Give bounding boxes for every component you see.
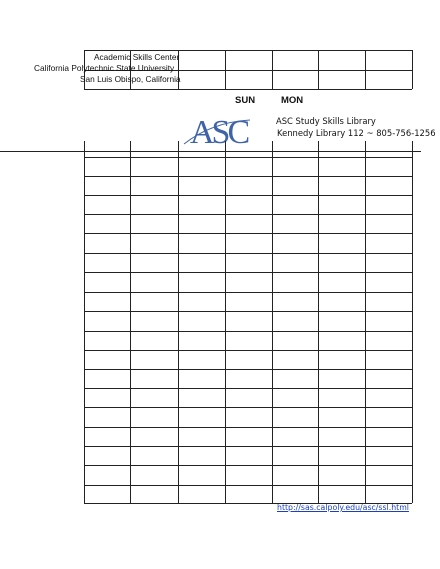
grid-row-line bbox=[84, 465, 412, 466]
grid-row-line bbox=[84, 311, 412, 312]
grid-row-line bbox=[84, 331, 412, 332]
grid-row-line bbox=[84, 292, 412, 293]
day-label-mon: MON bbox=[281, 95, 304, 106]
grid-row-line bbox=[84, 195, 412, 196]
grid-row-line bbox=[84, 157, 412, 158]
header-col-line bbox=[365, 50, 366, 89]
asc-logo: ASC bbox=[190, 114, 248, 151]
grid-row-line bbox=[84, 388, 412, 389]
grid-col-line bbox=[225, 141, 226, 503]
city-name: San Luis Obispo, California bbox=[80, 74, 181, 84]
grid-col-line bbox=[130, 141, 131, 503]
grid-row-line bbox=[84, 233, 412, 234]
center-name: Academic Skills Center bbox=[94, 52, 180, 62]
library-location: Kennedy Library 112 ~ 805-756-1256 bbox=[277, 128, 436, 138]
grid-row-line bbox=[84, 369, 412, 370]
grid-col-line bbox=[178, 141, 179, 503]
grid-row-line bbox=[84, 427, 412, 428]
grid-col-line bbox=[365, 141, 366, 503]
grid-row-line bbox=[84, 214, 412, 215]
grid-col-line bbox=[412, 141, 413, 503]
university-name: California Polytechnic State University bbox=[34, 63, 175, 73]
day-label-sun: SUN bbox=[235, 95, 256, 106]
grid-row-line bbox=[84, 253, 412, 254]
grid-row-line bbox=[84, 407, 412, 408]
header-col-line bbox=[272, 50, 273, 89]
logo-swoosh bbox=[182, 114, 252, 151]
header-col-line bbox=[412, 50, 413, 89]
header-col-line bbox=[225, 50, 226, 89]
grid-col-line bbox=[272, 141, 273, 503]
grid-col-line bbox=[318, 141, 319, 503]
library-name: ASC Study Skills Library bbox=[276, 116, 376, 126]
header-top-line bbox=[84, 50, 412, 51]
header-bottom-line bbox=[84, 89, 412, 90]
footer-link[interactable]: http://sas.calpoly.edu/asc/ssl.html bbox=[277, 503, 409, 512]
grid-row-line bbox=[84, 176, 412, 177]
grid-row-line bbox=[84, 446, 412, 447]
grid-row-line bbox=[84, 485, 412, 486]
table-top-rule bbox=[0, 151, 421, 152]
grid-row-line bbox=[84, 350, 412, 351]
grid-col-line bbox=[84, 141, 85, 503]
header-col-line bbox=[318, 50, 319, 89]
grid-row-line bbox=[84, 272, 412, 273]
